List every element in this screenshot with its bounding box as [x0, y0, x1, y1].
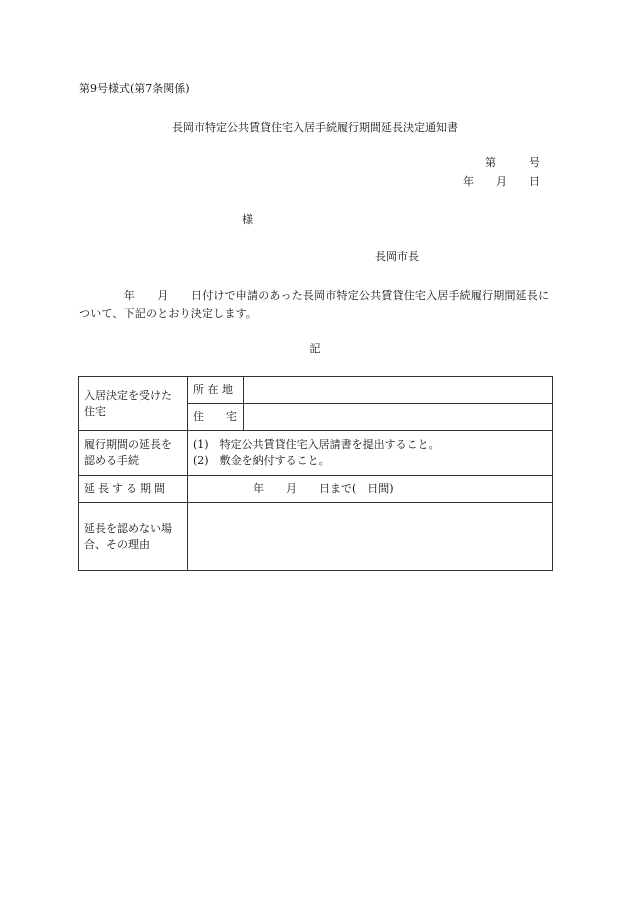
document-number: 第 号	[485, 156, 540, 169]
extension-period-label: 延長する期間	[79, 476, 188, 503]
refusal-reason-value	[188, 503, 553, 571]
body-text: 年 月 日付けで申請のあった長岡市特定公共賃貸住宅入居手続履行期間延長について、下記のとおり決定します。	[79, 289, 550, 320]
residence-label: 入居決定を受けた住宅	[79, 377, 188, 431]
addressee: 様	[242, 213, 253, 226]
table-row	[79, 431, 553, 476]
ki-heading: 記	[309, 342, 321, 355]
document-title: 長岡市特定公共賃貸住宅入居手続履行期間延長決定通知書	[172, 121, 458, 134]
table-row	[79, 476, 553, 503]
extension-period-value: 年 月 日まで( 日間)	[188, 476, 553, 503]
form-number: 第9号様式(第7条関係)	[79, 82, 190, 95]
refusal-reason-label: 延長を認めない場合、その理由	[79, 503, 188, 571]
info-table	[78, 376, 553, 571]
location-value	[244, 377, 553, 404]
procedure-item: (1) 特定公共賃貸住宅入居請書を提出すること。	[193, 438, 440, 451]
table-row	[79, 503, 553, 571]
procedure-items	[188, 431, 553, 476]
table-row	[79, 377, 553, 404]
procedure-item: (2) 敷金を納付すること。	[193, 454, 330, 467]
house-label: 住 宅	[188, 404, 244, 431]
issuer: 長岡市長	[375, 250, 419, 263]
location-label: 所 在 地	[188, 377, 244, 404]
house-value	[244, 404, 553, 431]
procedure-label: 履行期間の延長を認める手続	[79, 431, 188, 476]
issue-date: 年 月 日	[463, 175, 540, 188]
